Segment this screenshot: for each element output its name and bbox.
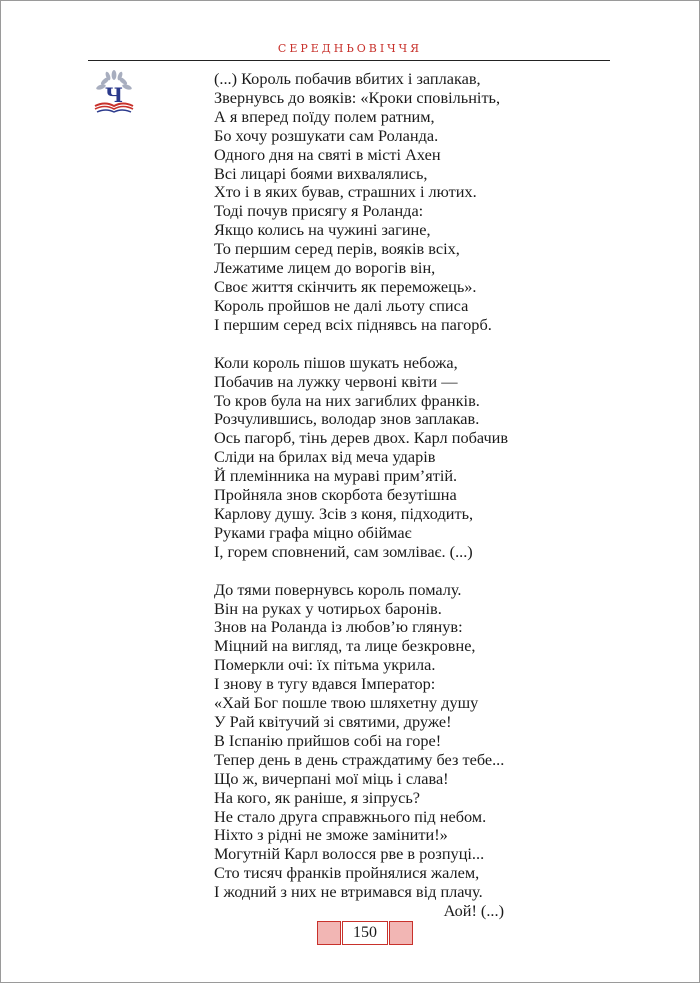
poem-text xyxy=(214,69,509,921)
poem-line: Розчулившись, володар знов заплакав. xyxy=(214,409,480,429)
poem-line: Ось пагорб, тінь дерев двох. Карл побачив xyxy=(214,428,509,448)
poem-line: Й племінника на мураві прим’ятій. xyxy=(214,466,458,486)
poem-line: Бо хочу розшукати сам Роланда. xyxy=(214,125,439,145)
poem-line: До тями повернувсь король помалу. xyxy=(214,579,462,599)
poem-stanza-2 xyxy=(214,352,509,562)
poem-line: У Рай квітучий зі святими, друже! xyxy=(214,712,452,731)
poem-line: І знову в тугу вдався Імператор: xyxy=(214,674,436,694)
poem-line: Якщо колись на чужині загине, xyxy=(214,220,431,240)
poem-line: Побачив на лужку червоні квіти — xyxy=(214,371,458,391)
poem-closing-line: Аой! (...) xyxy=(443,901,504,921)
poem-line: І першим серед всіх піднявсь на пагорб. xyxy=(214,314,492,334)
footer-ornament-left xyxy=(317,921,341,945)
poem-line: І, горем сповнений, сам зомліває. (...) xyxy=(214,541,473,561)
poem-line: (...) Король побачив вбитих і заплакав, xyxy=(214,69,481,88)
poem-line: Померкли очі: їх пітьма укрила. xyxy=(214,655,436,675)
poem-line: «Хай Бог пошле твою шляхетну душу xyxy=(214,693,479,713)
poem-line: Що ж, вичерпані мої міць і слава! xyxy=(214,768,449,788)
poem-line: Могутній Карл волосся рве в розпуці... xyxy=(214,844,485,864)
poem-line: Сліди на брилах від меча ударів xyxy=(214,447,436,467)
poem-line: Хто і в яких бував, страшних і лютих. xyxy=(214,182,477,202)
page-number: 150 xyxy=(342,921,388,945)
poem-line: Пройняла знов скорбота безутішна xyxy=(214,485,457,505)
poem-line: То кров була на них загиблих франків. xyxy=(214,390,480,410)
poem-line: Міцний на вигляд, та лице безкровне, xyxy=(214,636,476,656)
footer-ornament-right xyxy=(389,921,413,945)
poem-line: Коли король пішов шукать небожа, xyxy=(214,352,458,372)
poem-line: Карлову душу. Зсів з коня, підходить, xyxy=(214,503,474,523)
poem-line: Руками графа міцно обіймає xyxy=(214,522,412,542)
poem-line: Король пройшов не далі льоту списа xyxy=(214,295,469,315)
poem-line: Знов на Роланда із любов’ю глянув: xyxy=(214,617,463,637)
poem-line: Тоді почув присягу я Роланда: xyxy=(214,201,424,221)
poem-line: І жодний з них не втримався від плачу. xyxy=(214,882,483,902)
book-with-letter-logo xyxy=(92,68,136,116)
poem-line: Сто тисяч франків пройнялися жалем, xyxy=(214,863,480,883)
poem-line: Одного дня на святі в місті Ахен xyxy=(214,144,441,164)
poem-line: В Іспанію прийшов собі на горе! xyxy=(214,730,442,750)
poem-line: То першим серед перів, вояків всіх, xyxy=(214,239,460,259)
poem-line: Всі лицарі боями вихвалялись, xyxy=(214,163,428,183)
poem-line: Він на руках у чотирьох баронів. xyxy=(214,598,442,618)
poem-line: Звернувсь до вояків: «Кроки сповільніть, xyxy=(214,87,501,107)
page-number-footer xyxy=(317,921,413,946)
poem-line: Не стало друга справжнього під небом. xyxy=(214,806,487,826)
poem-line: Ніхто з рідні не зможе замінити!» xyxy=(214,825,448,845)
poem-line: А я вперед поїду полем ратним, xyxy=(214,106,435,126)
poem-line: На кого, як раніше, я зіпрусь? xyxy=(214,787,420,807)
poem-stanza-3 xyxy=(214,581,504,921)
poem-line: Лежатиме лицем до ворогів він, xyxy=(214,258,436,278)
poem-line: Своє життя скінчить як переможець». xyxy=(214,276,477,296)
logo-letter: Ч xyxy=(104,83,124,107)
running-head: СЕРЕДНЬОВІЧЧЯ xyxy=(277,42,423,55)
header-rule xyxy=(88,60,610,61)
poem-line: Тепер день в день страждатиму без тебе... xyxy=(214,749,505,769)
poem-stanza-1 xyxy=(214,70,504,335)
